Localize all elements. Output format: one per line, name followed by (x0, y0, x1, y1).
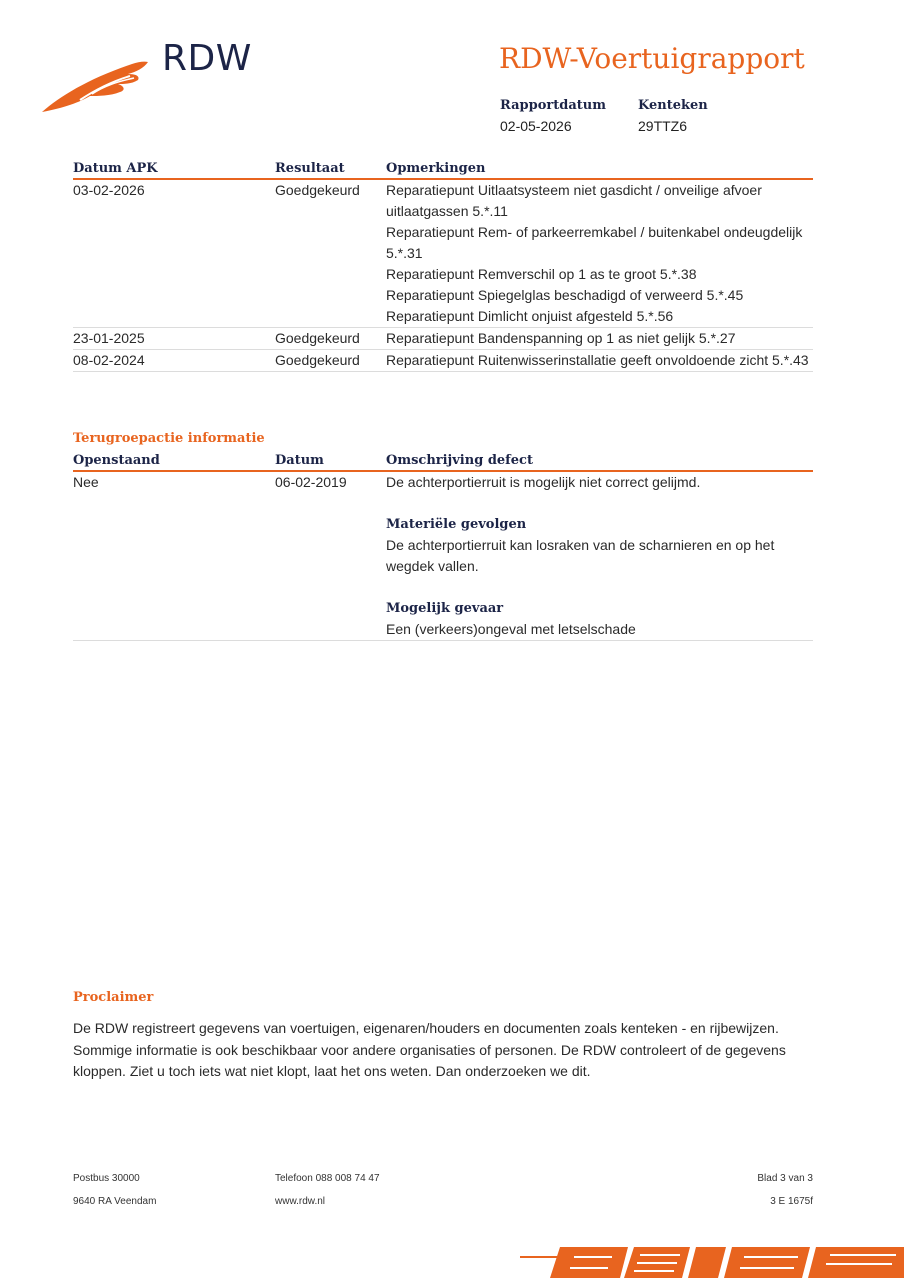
table-row (73, 350, 813, 372)
apk-date: 23-01-2025 (73, 330, 145, 346)
recall-header-openstaand: Openstaand (73, 450, 275, 472)
recall-openstaand: Nee (73, 474, 99, 490)
apk-remark: Reparatiepunt Ruitenwisserinstallatie geeft onvoldoende zicht 5.*.43 (386, 352, 809, 368)
footer-telefoon: Telefoon 088 008 74 47 (275, 1173, 380, 1184)
apk-result: Goedgekeurd (275, 182, 360, 198)
footer-code: 3 E 1675f (770, 1196, 813, 1207)
table-row (73, 180, 813, 328)
rapportdatum-label: Rapportdatum (500, 98, 606, 113)
apk-remark: Reparatiepunt Rem- of parkeerremkabel / buitenkabel ondeugdelijk 5.*.31 (386, 224, 803, 261)
footer-website[interactable]: www.rdw.nl (275, 1196, 326, 1207)
rdw-wing-icon (40, 56, 150, 116)
apk-remark: Reparatiepunt Dimlicht onjuist afgesteld 5.*.56 (386, 308, 674, 324)
table-row (73, 328, 813, 350)
kenteken-value: 29TTZ6 (638, 118, 688, 134)
proclaimer-text: De RDW registreert gegevens van voertuigen, eigenaren/houders en documenten zoals kenteken - en rijbewijzen. Sommige informatie is ook beschikbaar voor andere organisaties of personen. De RDW controleert of de gegevens kloppen. Ziet u toch iets wat niet klopt, laat het ons weten. Dan onderzoeken we dit. (73, 1020, 786, 1079)
recall-gevolgen-label: Materiële gevolgen (386, 517, 527, 532)
apk-date: 03-02-2026 (73, 182, 145, 198)
apk-remark: Reparatiepunt Bandenspanning op 1 as niet gelijk 5.*.27 (386, 330, 736, 346)
recall-gevaar-label: Mogelijk gevaar (386, 601, 504, 616)
apk-header-datum: Datum APK (73, 158, 275, 180)
apk-result: Goedgekeurd (275, 352, 360, 368)
apk-remark: Reparatiepunt Uitlaatsysteem niet gasdicht / onveilige afvoer uitlaatgassen 5.*.11 (386, 182, 762, 219)
apk-header-resultaat: Resultaat (275, 158, 386, 180)
rapportdatum-value: 02-05-2026 (500, 118, 572, 134)
recall-gevolgen-text: De achterportierruit kan losraken van de scharnieren en op het wegdek vallen. (386, 537, 775, 574)
recall-title: Terugroepactie informatie (73, 431, 265, 446)
kenteken-label: Kenteken (638, 98, 708, 113)
recall-datum: 06-02-2019 (275, 474, 347, 490)
apk-header-row (73, 158, 813, 180)
recall-omschrijving: De achterportierruit is mogelijk niet correct gelijmd. (386, 474, 701, 490)
proclaimer-title: Proclaimer (73, 990, 154, 1005)
apk-remark: Reparatiepunt Spiegelglas beschadigd of verweerd 5.*.45 (386, 287, 744, 303)
apk-header-opmerkingen: Opmerkingen (386, 158, 813, 180)
recall-header-datum: Datum (275, 450, 386, 472)
apk-remark: Reparatiepunt Remverschil op 1 as te groot 5.*.38 (386, 266, 697, 282)
apk-date: 08-02-2024 (73, 352, 145, 368)
recall-table (73, 450, 813, 641)
decorative-stripes-icon (520, 1244, 904, 1280)
recall-header-omschrijving: Omschrijving defect (386, 450, 813, 472)
footer-page: Blad 3 van 3 (757, 1173, 813, 1184)
apk-table (73, 158, 813, 372)
footer-postbus: Postbus 30000 (73, 1173, 140, 1184)
logo-text: RDW (162, 38, 252, 79)
rapportdatum-block (500, 98, 606, 134)
apk-result: Goedgekeurd (275, 330, 360, 346)
rdw-logo (40, 36, 260, 116)
kenteken-block (638, 98, 708, 134)
recall-header-row (73, 450, 813, 472)
table-row (73, 472, 813, 641)
report-title: RDW-Voertuigrapport (499, 42, 805, 75)
footer-city: 9640 RA Veendam (73, 1196, 157, 1207)
recall-gevaar-text: Een (verkeers)ongeval met letselschade (386, 621, 636, 637)
